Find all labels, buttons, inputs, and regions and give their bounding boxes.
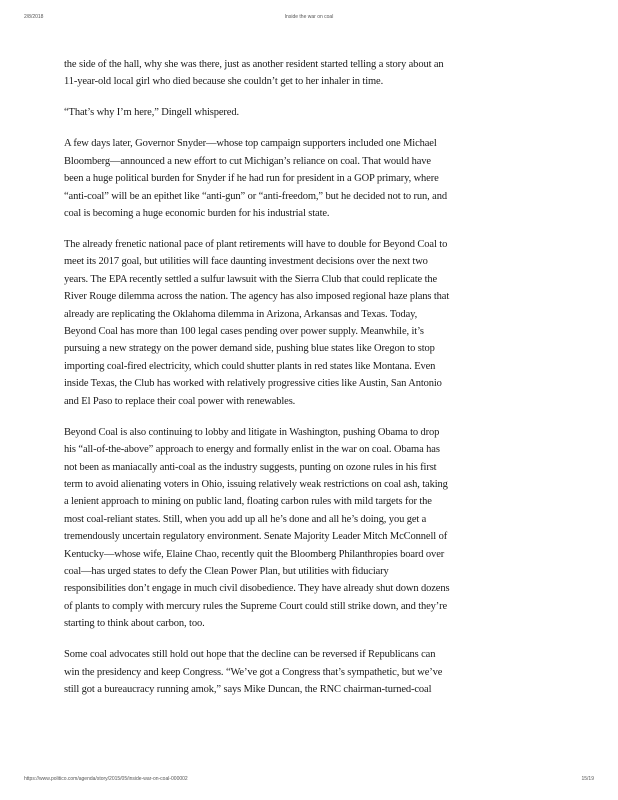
paragraph-5: Beyond Coal is also continuing to lobby and litigate in Washington, pushing Obama to drop his “all-of-the-above” approach to energy and formally enlist in the war on coal. Obama has not been as maniacally anti-coal as the industry suggests, punting on ozone rules in his first term to avoid alienating voters in Ohio, issuing relatively weak restrictions on coal ash, taking a lenient approach to mining on public land, floating carbon rules with mild targets for the most coal-reliant states. Still, when you add up all he’s done and all he’s doing, you get a tremendously uncertain regulatory environment. Senate Majority Leader Mitch McConnell of Kentucky—whose wife, Elaine Chao, recently quit the Bloomberg Philanthropies board over coal—has urged states to defy the Clean Power Plan, but utilities with fiduciary responsibilities don’t engage in much civil disobedience. They have already shut down dozens of plants to comply with mercury rules the Supreme Court could still strike down, and they’re starting to think about carbon, too. xyxy=(64,426,450,630)
print-title: Inside the war on coal xyxy=(284,14,334,20)
article-body xyxy=(64,56,450,712)
paragraph-2: “That’s why I’m here,” Dingell whispered. xyxy=(64,107,239,119)
footer-url: https://www.politico.com/agenda/story/2015/05/inside-war-on-coal-000002 xyxy=(24,776,188,782)
print-date: 2/8/2018 xyxy=(24,14,44,20)
paragraph-3: A few days later, Governor Snyder—whose top campaign supporters included one Michael Bloomberg—announced a new effort to cut Michigan’s reliance on coal. That would have been a huge political burden for Snyder if he had run for president in a GOP primary, where “anti-coal” will be an epithet like “anti-gun” or “anti-freedom,” but he decided not to run, and coal is becoming a huge economic burden for his industrial state. xyxy=(64,138,447,220)
page-number: 15/19 xyxy=(581,776,594,782)
paragraph-1: the side of the hall, why she was there, just as another resident started telling a story about an 11-year-old local girl who died because she couldn’t get to her inhaler in time. xyxy=(64,59,444,88)
paragraph-4: The already frenetic national pace of plant retirements will have to double for Beyond Coal to meet its 2017 goal, but utilities will face daunting investment decisions over the next two years. The EPA recently settled a sulfur lawsuit with the Sierra Club that could replicate the River Rouge dilemma across the nation. The agency has also imposed regional haze plans that already are replicating the Oklahoma dilemma in Arizona, Arkansas and Texas. Today, Beyond Coal has more than 100 legal cases pending over power supply. Meanwhile, it’s pursuing a new strategy on the power demand side, pushing blue states like Oregon to stop importing coal-fired electricity, which could shutter plants in red states like Montana. Even inside Texas, the Club has worked with relatively progressive cities like Austin, San Antonio and El Paso to replace their coal power with renewables. xyxy=(64,239,450,407)
paragraph-6: Some coal advocates still hold out hope that the decline can be reversed if Republicans can win the presidency and keep Congress. “We’ve got a Congress that’s sympathetic, but we’ve still got a bureaucracy running amok,” says Mike Duncan, the RNC chairman-turned-coal xyxy=(64,649,443,695)
